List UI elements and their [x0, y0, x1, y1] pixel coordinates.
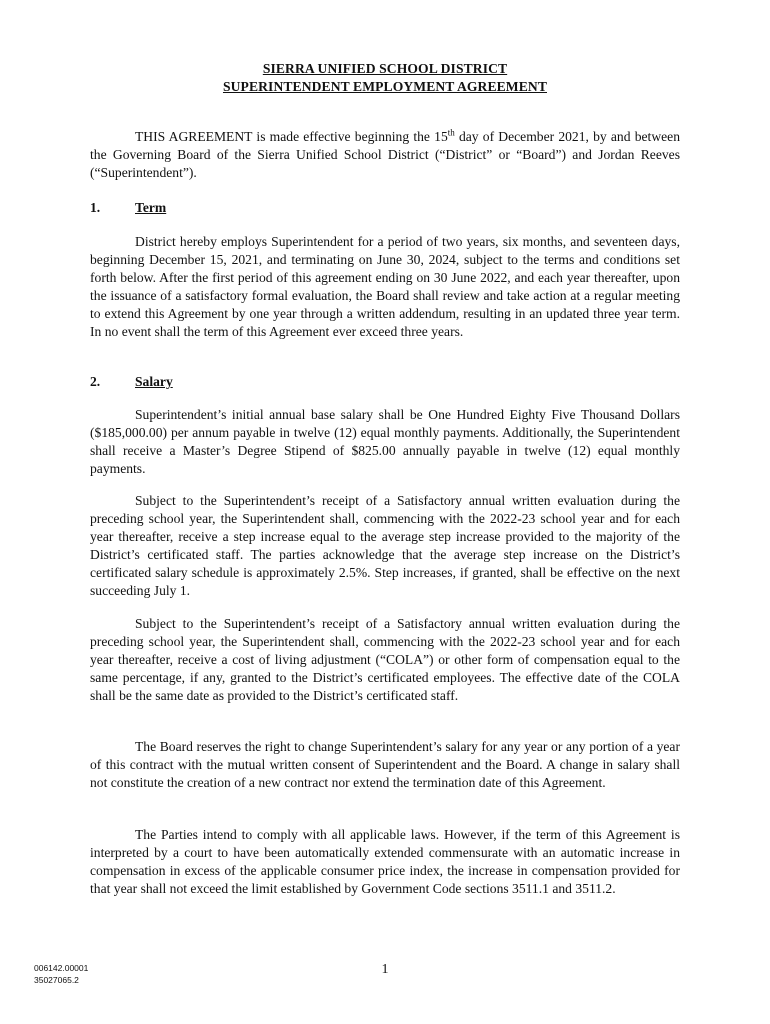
- document-code-line2: 35027065.2: [34, 975, 79, 985]
- section-heading-term: [90, 200, 166, 216]
- section-label: Term: [135, 200, 167, 215]
- intro-text-end: day of December 2021, by and between the Governing Board of the Sierra Unified School District (“District” or “Board”) and Jordan Reeves (“Superintendent”).: [90, 129, 681, 181]
- salary-paragraph-2: Subject to the Superintendent’s receipt of a Satisfactory annual written evaluation during the preceding school year, the Superintendent shall, commencing with the 2022-23 school year and for each year thereafter, receive a step increase equal to the average step increase provided to the majority of the District’s certificated staff. The parties acknowledge that the average step increase on the District’s certificated salary schedule is approximately 2.5%. Step increases, if granted, shall be effective on the next succeeding July 1.: [90, 493, 680, 599]
- intro-text-start: THIS AGREEMENT is made effective beginning the 15: [135, 129, 448, 144]
- intro-paragraph: [90, 128, 680, 182]
- salary-paragraph-4: The Board reserves the right to change Superintendent’s salary for any year or any portion of a year of this contract with the mutual written consent of Superintendent and the Board. A change in salary shall not constitute the creation of a new contract nor extend the termination date of this Agreement.: [90, 739, 680, 791]
- section-number: 1.: [90, 200, 101, 215]
- salary-paragraph-5: The Parties intend to comply with all applicable laws. However, if the term of this Agreement is interpreted by a court to have been automatically extended commensurate with an automatic increase in compensation in excess of the applicable consumer price index, the increase in compensation provided for that year shall not exceed the limit established by Government Code sections 3511.1 and 3511.2.: [90, 827, 680, 897]
- salary-paragraph-3: Subject to the Superintendent’s receipt of a Satisfactory annual written evaluation during the preceding school year, the Superintendent shall, commencing with the 2022-23 school year and for each year thereafter, receive a cost of living adjustment (“COLA”) or other form of compensation equal to the same percentage, if any, granted to the District’s certificated employees. The effective date of the COLA shall be the same date as provided to the District’s certificated staff.: [90, 616, 680, 704]
- intro-superscript: th: [447, 127, 455, 138]
- document-title-line1: SIERRA UNIFIED SCHOOL DISTRICT: [262, 61, 508, 76]
- salary-paragraph-1: Superintendent’s initial annual base salary shall be One Hundred Eighty Five Thousand Dollars ($185,000.00) per annum payable in twelve (12) equal monthly payments. Additionally, the Superintendent shall receive a Master’s Degree Stipend of $825.00 annually payable in twelve (12) equal monthly payments.: [90, 407, 680, 477]
- section-number: 2.: [90, 374, 101, 389]
- document-title-line2: SUPERINTENDENT EMPLOYMENT AGREEMENT: [222, 79, 547, 94]
- document-code-line1: 006142.00001: [34, 963, 89, 973]
- section-label: Salary: [135, 374, 173, 389]
- term-paragraph: District hereby employs Superintendent for a period of two years, six months, and seventeen days, beginning December 15, 2021, and terminating on June 30, 2024, subject to the terms and conditions set forth below. After the first period of this agreement ending on 30 June 2022, and each year thereafter, upon the issuance of a satisfactory formal evaluation, the Board shall review and take action at a regular meeting to extend this Agreement by one year through a written addendum, resulting in an updated three year term. In no event shall the term of this Agreement ever exceed three years.: [90, 234, 680, 340]
- section-heading-salary: [90, 374, 173, 390]
- page-number: 1: [381, 962, 389, 977]
